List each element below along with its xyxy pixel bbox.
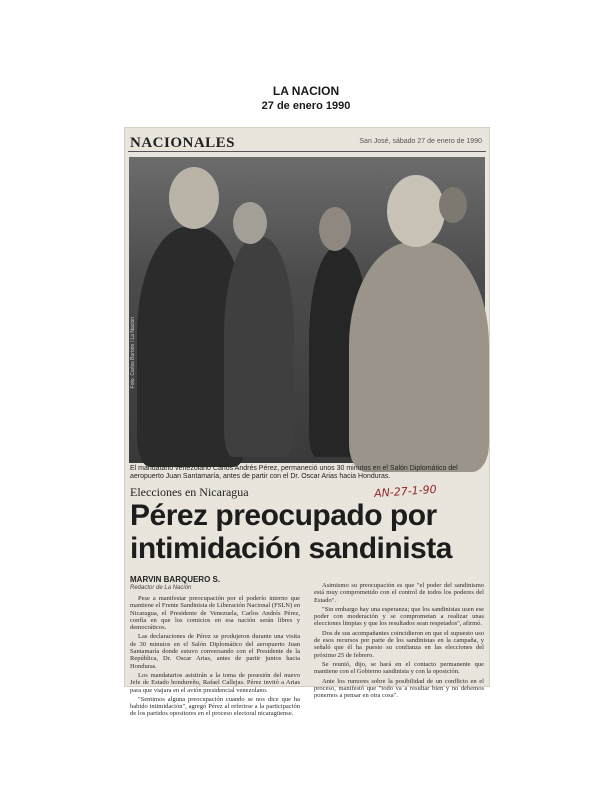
page-header [0,84,612,113]
column2-paragraph: Asimismo su preocupación es que "el poder del sandinismo está muy comprometido con el control de todos los poderes del Estado". [314,582,484,604]
photo-figure-right [349,242,489,472]
publication-date: 27 de enero 1990 [261,100,351,112]
article-kicker: Elecciones en Nicaragua [130,485,249,499]
column2-paragraph: Dos de sus acompañantes coincidieron en que el supuesto uso de esos recursos por parte de los sandinistas en la campaña, y señaló que él ha puesto su confianza en las elecciones del próximo 25 de febrero. [314,629,484,659]
column2-paragraph: Se reunió, dijo, se hará en el contacto permanente que mantiene con el Gobierno sandinista y con la oposición. [314,660,484,676]
column1-paragraph: Los mandatarios asistirán a la toma de posesión del nuevo Jefe de Estado hondureño, Rafael Callejas. Pérez invitó a Arias para que viajara en el avión presidencial venezolano. [130,671,300,694]
photo-head-woman [319,207,351,251]
article-column-2 [314,582,484,701]
column2-paragraph: "Sin embargo hay una esperanza; que los sandinistas usen ese poder con moderación y se comprometan a realizar unas elecciones limpias y que los resultados sean respetados", afirmó. [314,605,484,628]
column1-paragraph: Las declaraciones de Pérez se produjeron durante una visita de 30 minutos en el Salón Diplomático del aeropuerto Juan Santamaría donde estuvo conversando con el Presidente de la República, Dr. Oscar Arias, antes de partir juntos hacia Honduras. [130,633,300,670]
photo-caption: El mandatario venezolano Carlos Andrés Pérez, permaneció unos 30 minutos en el Salón Diplomático del aeropuerto Juan Santamaría, antes de partir con el Dr. Oscar Arias hacia Honduras. [130,465,458,480]
newspaper-clipping [124,127,490,718]
photo-figure-mid [224,237,294,457]
article-headline: Pérez preocupado por intimidación sandinista [130,499,452,565]
column1-paragraph: Pese a manifestar preocupación por el poderío interno que mantiene el Frente Sandinista de Liberación Nacional (FSLN) en Nicaragua, el Presidente de Venezuela, Carlos Andrés Pérez, confía en que los comicios en esa nación serán libres y democráticos. [130,595,300,632]
news-photo [129,157,485,463]
photo-head-back [439,187,467,223]
byline-role: Redactor de La Nación [130,585,192,591]
handwritten-note: AN-27-1-90 [373,482,438,501]
issue-line: San José, sábado 27 de enero de 1990 [359,138,482,145]
article-byline: MARVIN BARQUERO S. [130,575,221,584]
photo-credit: Foto: Carlos Borbón / La Nación [130,317,136,389]
column1-paragraph: "Sentimos alguna preocupación cuando se nos dice que ha habido intimidación", agregó Pérez al referirse a la participación de los partidos opositores en el proceso electoral nicaragüense. [130,695,300,718]
photo-head-right [387,175,445,247]
publication-name: LA NACION [272,84,340,98]
clipping-top-bar [128,131,486,152]
section-name: NACIONALES [130,135,236,151]
photo-head-mid [233,202,267,244]
article-column-1 [130,595,300,720]
photo-head-left [169,167,219,229]
column2-paragraph: Ante los rumores sobre la posibilidad de un conflicto en el proceso, manifestó que "todo va a resultar bien y no debemos ponernos a pensar en otra cosa". [314,677,484,700]
